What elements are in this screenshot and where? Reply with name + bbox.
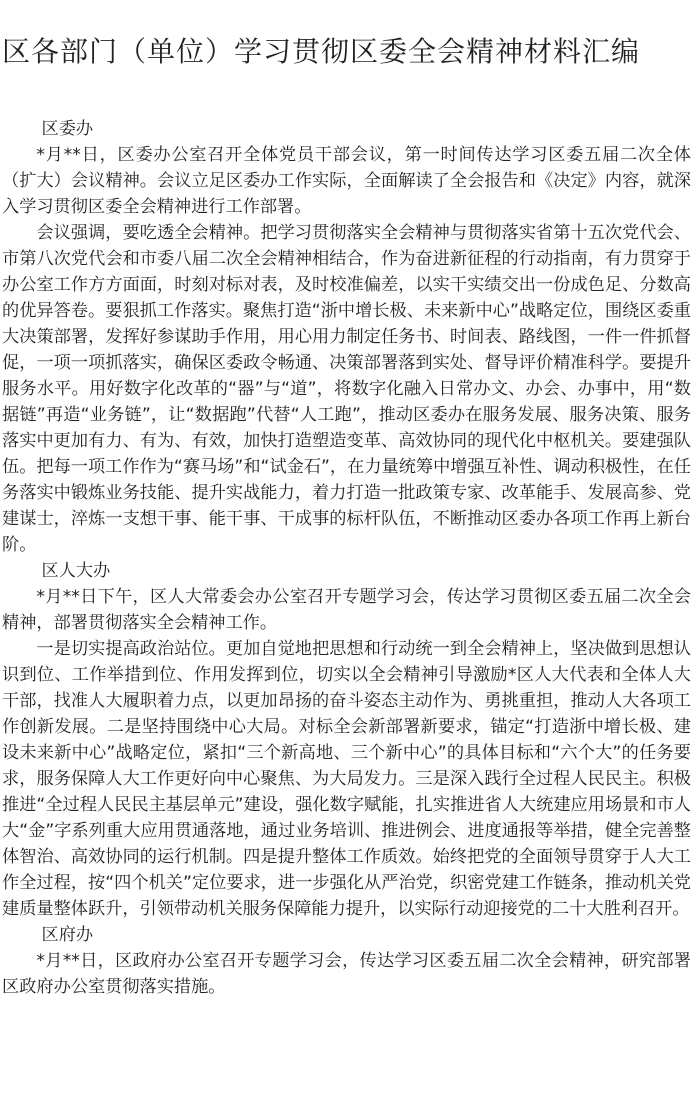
section-heading-qrdb: 区人大办 <box>41 561 111 581</box>
paragraph: 一是切实提高政治站位。更加自觉地把思想和行动统一到全会精神上，坚决做到思想认识到位、工作举措到位、作用发挥到位，切实以全会精神引导激励*区人大代表和全体人大干部，找准人大履职着力点，以更加昂扬的奋斗姿态主动作为、勇挑重担，推动人大各项工作创新发展。二是坚持围绕中心大局。对标全会新部署新要求，锚定“打造浙中增长极、建设未来新中心”战略定位，紧扣“三个新高地、三个新中心”的具体目标和“六个大”的任务要求，服务保障人大工作更好向中心聚焦、为大局发力。三是深入践行全过程人民民主。积极推进“全过程人民民主基层单元”建设，强化数字赋能，扎实推进省人大统建应用场景和市人大“金”字系列重大应用贯通落地，通过业务培训、推进例会、进度通报等举措，健全完善整体智治、高效协同的运行机制。四是提升整体工作质效。始终把党的全面领导贯穿于人大工作全过程，按“四个机关”定位要求，进一步强化从严治党，织密党建工作链条，推动机关党建质量整体跃升，引领带动机关服务保障能力提升，以实际行动迎接党的二十大胜利召开。 <box>2 639 691 919</box>
document-body <box>2 116 691 1000</box>
paragraph: *月**日，区政府办公室召开专题学习会，传达学习区委五届二次全会精神，研究部署区政府办公室贯彻落实措施。 <box>2 951 691 997</box>
paragraph: *月**日下午，区人大常委会办公室召开专题学习会，传达学习贯彻区委五届二次全会精神，部署贯彻落实全会精神工作。 <box>2 587 691 633</box>
section-heading-qwb: 区委办 <box>41 119 94 139</box>
section-heading-qfb: 区府办 <box>41 925 94 945</box>
document-title: 区各部门（单位）学习贯彻区委全会精神材料汇编 <box>2 35 641 68</box>
paragraph: *月**日，区委办公室召开全体党员干部会议，第一时间传达学习区委五届二次全体（扩大）会议精神。会议立足区委办工作实际，全面解读了全会报告和《决定》内容，就深入学习贯彻区委全会精神进行工作部署。 <box>2 145 691 217</box>
paragraph: 会议强调，要吃透全会精神。把学习贯彻落实全会精神与贯彻落实省第十五次党代会、市第八次党代会和市委八届二次全会精神相结合，作为奋进新征程的行动指南，有力贯穿于办公室工作方方面面，时刻对标对表，及时校准偏差，以实干实绩交出一份成色足、分数高的优异答卷。要狠抓工作落实。聚焦打造“浙中增长极、未来新中心”战略定位，围绕区委重大决策部署，发挥好参谋助手作用，用心用力制定任务书、时间表、路线图，一件一件抓督促，一项一项抓落实，确保区委政令畅通、决策部署落到实处、督导评价精准科学。要提升服务水平。用好数字化改革的“器”与“道”，将数字化融入日常办文、办会、办事中，用“数据链”再造“业务链”，让“数据跑”代替“人工跑”，推动区委办在服务发展、服务决策、服务落实中更加有力、有为、有效，加快打造塑造变革、高效协同的现代化中枢机关。要建强队伍。把每一项工作作为“赛马场”和“试金石”，在力量统筹中增强互补性、调动积极性，在任务落实中锻炼业务技能、提升实战能力，着力打造一批政策专家、改革能手、发展高参、党建谋士，淬炼一支想干事、能干事、干成事的标杆队伍，不断推动区委办各项工作再上新台阶。 <box>2 223 691 555</box>
